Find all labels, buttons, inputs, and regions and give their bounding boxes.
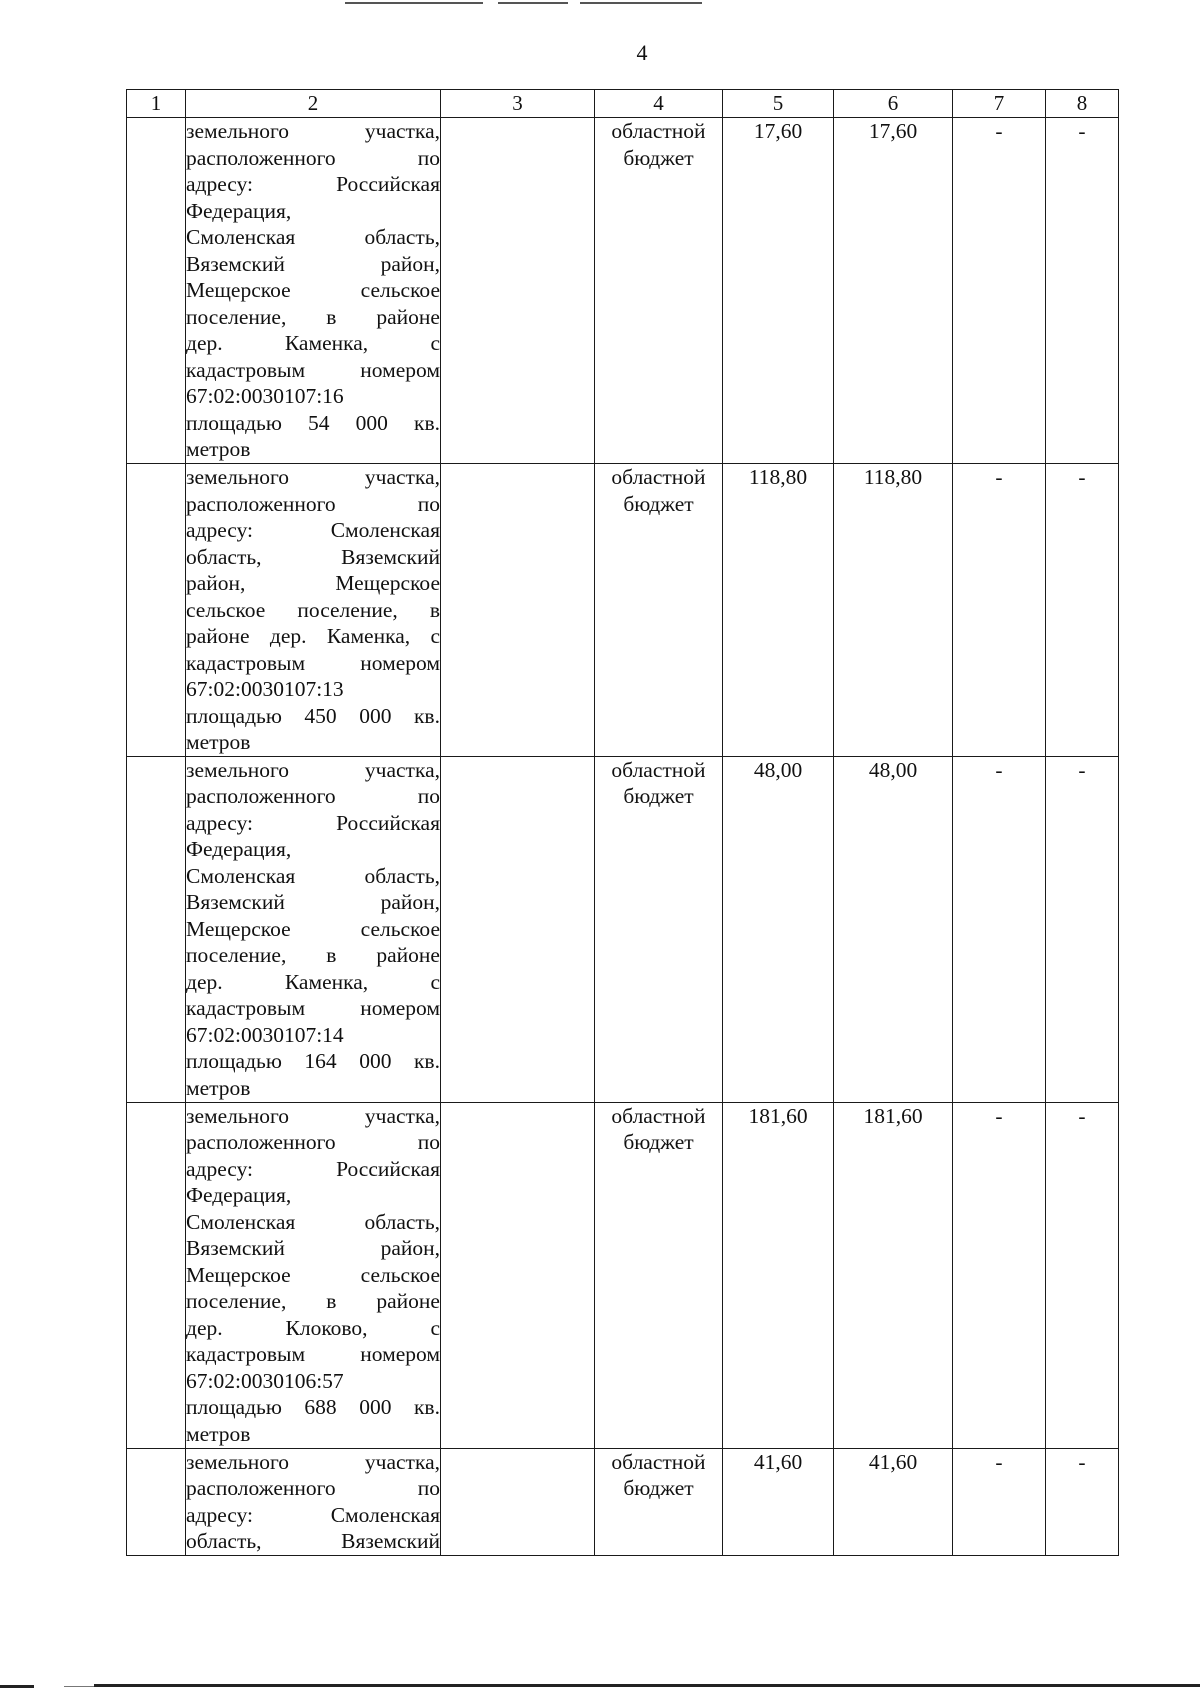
amount-cell: 17,60 [723,118,834,464]
amount-cell: 41,60 [723,1448,834,1555]
description-line: дер. Каменка, с [186,331,440,355]
description-line: Смоленская область, [186,863,440,888]
dash-cell: - [1046,1102,1119,1448]
row-index-cell [127,756,186,1102]
column-header: 1 [127,90,186,118]
table-row [127,1448,1119,1555]
description-line: Федерация, [186,837,292,861]
description-line: область, Вяземский [186,1529,440,1553]
description-line: Мещерское сельское [186,278,440,302]
description-cell [186,118,441,464]
description-line: метров [186,730,251,754]
dash-cell: - [1046,1448,1119,1555]
description-line: 67:02:0030107:13 [186,677,344,701]
data-table [126,89,1119,1556]
table-row [127,118,1119,464]
description-line: расположенного по [186,491,440,516]
column-header: 8 [1046,90,1119,118]
top-scan-rule [498,2,568,4]
funding-source-cell: областной бюджет [595,1448,723,1555]
amount-cell: 181,60 [834,1102,953,1448]
description-line: Смоленская область, [186,225,440,249]
column-header: 4 [595,90,723,118]
dash-cell: - [1046,464,1119,757]
description-cell [186,756,441,1102]
description-line: адресу: Российская [186,1156,440,1181]
row-index-cell [127,464,186,757]
dash-cell: - [953,118,1046,464]
description-line: адресу: Российская [186,810,440,835]
table-row [127,756,1119,1102]
description-line: Федерация, [186,1183,292,1207]
amount-cell: 41,60 [834,1448,953,1555]
description-line: 67:02:0030107:14 [186,1022,344,1047]
description-line: область, Вяземский [186,544,440,569]
description-line: кадастровым номером [186,650,440,675]
description-line: метров [186,1075,251,1100]
description-line: поселение, в районе [186,1289,440,1313]
header-row [127,90,1119,118]
table-row [127,464,1119,757]
description-line: 67:02:0030106:57 [186,1368,344,1393]
bottom-scan-rule [64,1686,94,1687]
description-line: площадью 164 000 кв. [186,1049,440,1073]
description-line: адресу: Смоленская [186,518,440,542]
description-line: земельного участка, [186,757,440,782]
description-line: земельного участка, [186,1449,440,1474]
description-line: 67:02:0030107:16 [186,384,344,408]
column-header: 2 [186,90,441,118]
row-index-cell [127,118,186,464]
description-line: расположенного по [186,784,440,808]
description-line: площадью 688 000 кв. [186,1395,440,1419]
bottom-scan-rule [0,1685,34,1688]
description-line: адресу: Смоленская [186,1502,440,1527]
amount-cell: 48,00 [723,756,834,1102]
column-header: 7 [953,90,1046,118]
funding-source-cell: областной бюджет [595,464,723,757]
top-scan-rule [580,2,702,4]
empty-cell [441,756,595,1102]
top-scan-rule [345,2,483,4]
dash-cell: - [953,464,1046,757]
funding-source-cell: областной бюджет [595,1102,723,1448]
description-line: метров [186,437,251,461]
row-index-cell [127,1448,186,1555]
description-line: земельного участка, [186,465,440,489]
description-line: район, Мещерское [186,571,440,595]
column-header: 6 [834,90,953,118]
table-body [127,118,1119,1556]
amount-cell: 118,80 [723,464,834,757]
description-line: кадастровым номером [186,357,440,382]
description-line: Вяземский район, [186,251,440,276]
amount-cell: 17,60 [834,118,953,464]
description-cell [186,1448,441,1555]
dash-cell: - [953,1448,1046,1555]
description-cell [186,464,441,757]
description-line: Смоленская область, [186,1209,440,1234]
table-row [127,1102,1119,1448]
description-line: метров [186,1421,251,1446]
description-line: дер. Каменка, с [186,969,440,994]
page-number: 4 [636,40,648,65]
description-line: Вяземский район, [186,1236,440,1260]
description-line: земельного участка, [186,119,440,143]
bottom-scan-rule [94,1684,1200,1687]
description-line: дер. Клоково, с [186,1315,440,1340]
dash-cell: - [1046,118,1119,464]
dash-cell: - [953,756,1046,1102]
description-line: Мещерское сельское [186,916,440,941]
description-line: расположенного по [186,1130,440,1154]
empty-cell [441,1448,595,1555]
description-line: кадастровым номером [186,996,440,1020]
row-index-cell [127,1102,186,1448]
description-line: поселение, в районе [186,304,440,329]
amount-cell: 48,00 [834,756,953,1102]
description-line: районе дер. Каменка, с [186,624,440,648]
description-line: Мещерское сельское [186,1262,440,1287]
description-line: площадью 54 000 кв. [186,410,440,435]
empty-cell [441,464,595,757]
dash-cell: - [1046,756,1119,1102]
empty-cell [441,118,595,464]
dash-cell: - [953,1102,1046,1448]
description-line: земельного участка, [186,1103,440,1128]
amount-cell: 118,80 [834,464,953,757]
description-line: расположенного по [186,1476,440,1500]
description-line: кадастровым номером [186,1342,440,1366]
funding-source-cell: областной бюджет [595,118,723,464]
description-line: Вяземский район, [186,890,440,914]
empty-cell [441,1102,595,1448]
description-line: Федерация, [186,198,292,223]
column-header: 5 [723,90,834,118]
description-cell [186,1102,441,1448]
description-line: поселение, в районе [186,943,440,967]
description-line: площадью 450 000 кв. [186,703,440,728]
funding-source-cell: областной бюджет [595,756,723,1102]
description-line: расположенного по [186,145,440,170]
column-header: 3 [441,90,595,118]
description-line: сельское поселение, в [186,597,440,622]
amount-cell: 181,60 [723,1102,834,1448]
description-line: адресу: Российская [186,172,440,196]
